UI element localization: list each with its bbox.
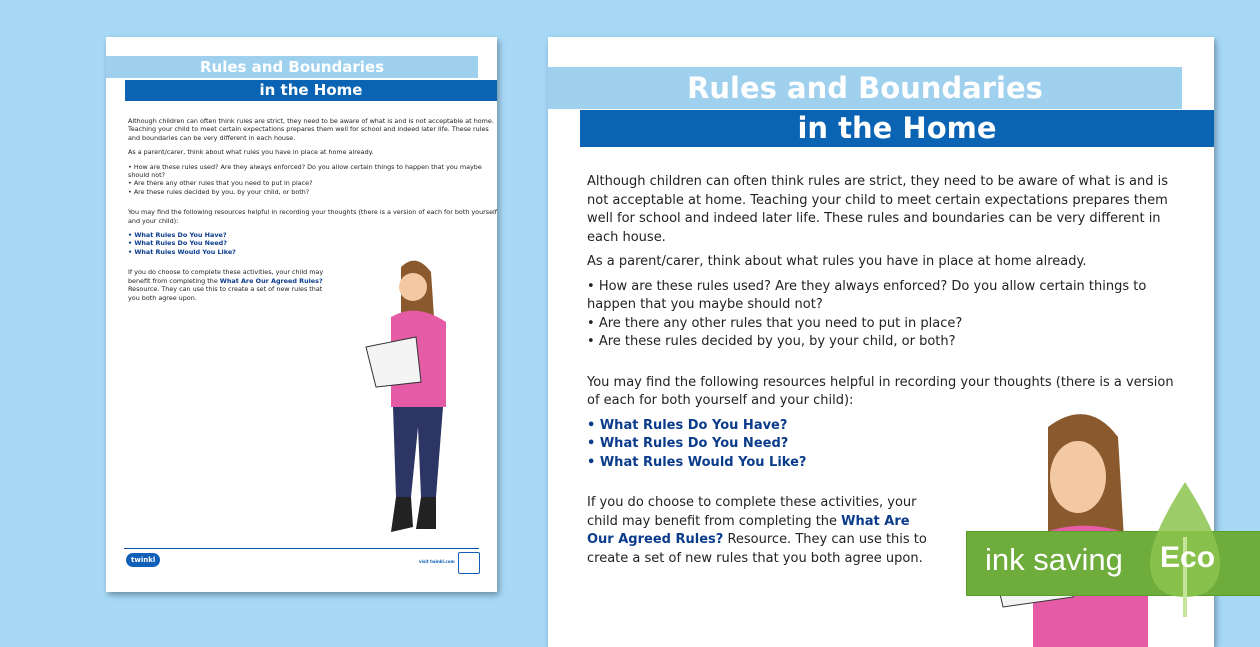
girl-illustration bbox=[361, 257, 471, 542]
resource-link[interactable]: • What Rules Do You Need? bbox=[587, 435, 1187, 454]
title-line-2: in the Home bbox=[125, 80, 497, 101]
resource-list bbox=[128, 231, 498, 256]
title-line-1: Rules and Boundaries bbox=[548, 67, 1182, 109]
paragraph: If you do choose to complete these activities, your child may benefit from completing the bbox=[587, 495, 917, 529]
resource-link[interactable]: • What Rules Do You Have? bbox=[128, 231, 498, 239]
agreed-rules-link[interactable]: What Are Our Agreed Rules? bbox=[219, 276, 323, 285]
list-item: • How are these rules used? Are they always enforced? Do you allow certain things to happen that you maybe should not? bbox=[587, 278, 1187, 315]
list-item: • Are these rules decided by you, by your child, or both? bbox=[587, 333, 1187, 352]
paragraph: As a parent/carer, think about what rules you have in place at home already. bbox=[128, 148, 374, 157]
twinkl-logo: twinkl bbox=[126, 553, 160, 567]
paragraph: Although children can often think rules are strict, they need to be aware of what is and is not acceptable at home. Teaching your child to meet certain expectations prepares them well for school and indeed later life. These rules and boundaries can be very different in each house. bbox=[128, 117, 494, 142]
resource-link[interactable]: • What Rules Would You Like? bbox=[128, 248, 498, 256]
paragraph: Resource. They can use this to create a set of new rules that you both agree upon. bbox=[128, 285, 323, 302]
ink-saving-label: ink saving bbox=[985, 542, 1123, 577]
paragraph: Although children can often think rules are strict, they need to be aware of what is and is not acceptable at home. Teaching your child to meet certain expectations prepares them well for school and indeed later life. These rules and boundaries can be very different in each house. bbox=[587, 174, 1168, 245]
resource-link[interactable]: • What Rules Do You Need? bbox=[128, 239, 498, 247]
title-line-1: Rules and Boundaries bbox=[106, 56, 478, 78]
list-item: • How are these rules used? Are they always enforced? Do you allow certain things to happen that you maybe should not? bbox=[128, 163, 498, 180]
paragraph: You may find the following resources helpful in recording your thoughts (there is a version of each for both yourself and your child): bbox=[128, 208, 498, 225]
eco-label: Eco bbox=[1160, 541, 1216, 574]
resource-link[interactable]: • What Rules Would You Like? bbox=[587, 454, 1187, 473]
list-item: • Are these rules decided by you, by your child, or both? bbox=[128, 188, 498, 196]
list-item: • Are there any other rules that you need to put in place? bbox=[128, 179, 498, 187]
agreed-rules-link[interactable]: What Are Our Agreed Rules? bbox=[587, 513, 910, 547]
title-line-2: in the Home bbox=[580, 110, 1214, 147]
visit-link[interactable]: visit twinkl.com bbox=[419, 559, 455, 564]
paragraph: As a parent/carer, think about what rules you have in place at home already. bbox=[587, 254, 1087, 269]
list-item: • Are there any other rules that you need to put in place? bbox=[587, 315, 1187, 334]
question-list bbox=[587, 278, 1187, 352]
resource-link[interactable]: • What Rules Do You Have? bbox=[587, 417, 1187, 436]
page-thumbnail bbox=[106, 37, 497, 592]
paragraph: Resource. They can use this to create a set of new rules that you both agree upon. bbox=[587, 532, 927, 566]
footer-divider bbox=[124, 548, 479, 549]
question-list bbox=[128, 163, 498, 197]
quality-badge-icon bbox=[458, 552, 480, 574]
paragraph: If you do choose to complete these activities, your child may benefit from completing the bbox=[128, 268, 324, 285]
paragraph: You may find the following resources helpful in recording your thoughts (there is a version of each for both yourself and your child): bbox=[587, 374, 1174, 408]
